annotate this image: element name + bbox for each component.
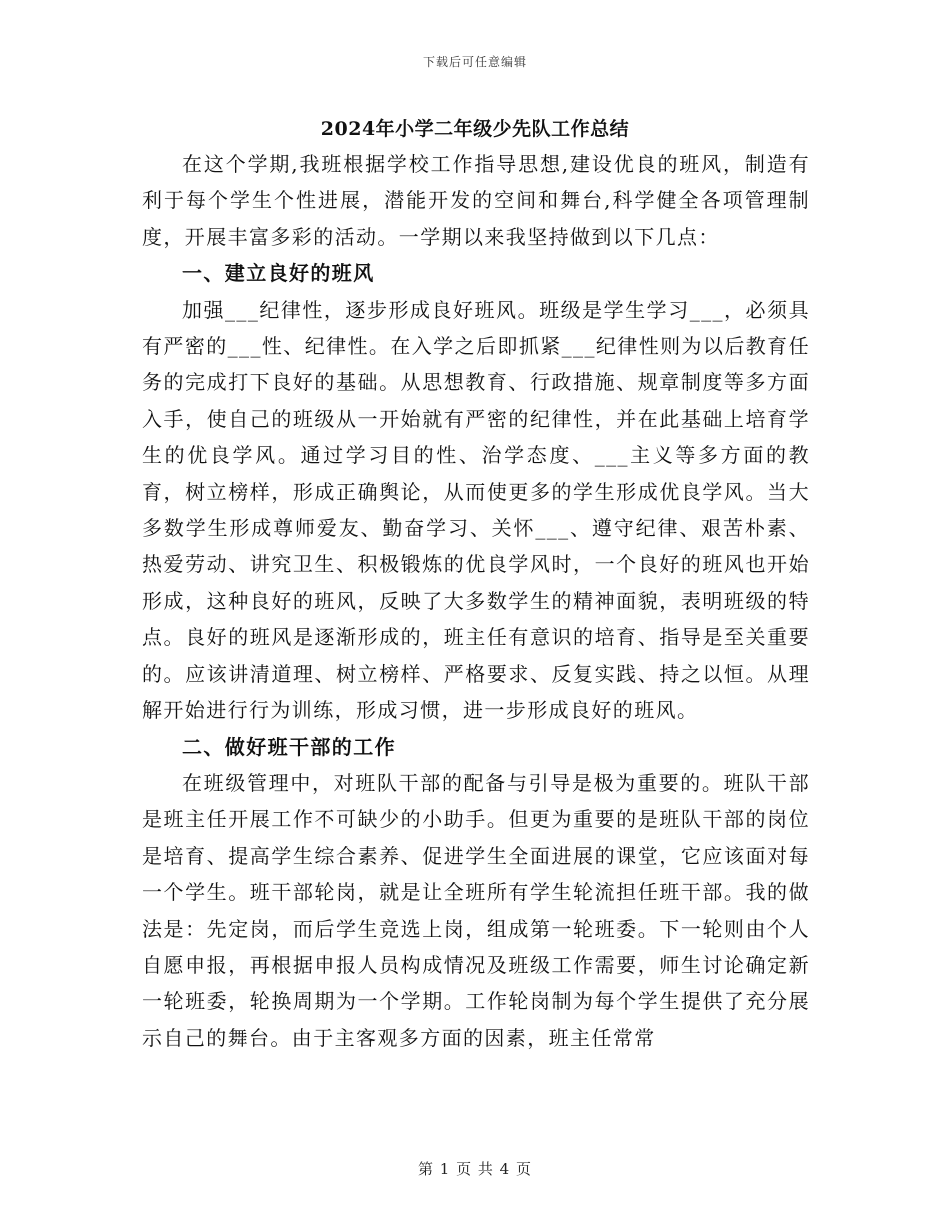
section-paragraph-2: 在班级管理中，对班队干部的配备与引导是极为重要的。班队干部是班主任开展工作不可缺少的小助手。但更为重要的是班队干部的岗位是培育、提高学生综合素养、促进学生全面进展的课堂，它应该面对每一个学生。班干部轮岗，就是让全班所有学生轮流担任班干部。我的做法是：先定岗，而后学生竞选上岗，组成第一轮班委。下一轮则由个人自愿申报，再根据申报人员构成情况及班级工作需要，师生讨论确定新一轮班委，轮换周期为一个学期。工作轮岗制为每个学生提供了充分展示自己的舞台。由于主客观多方面的因素，班主任常常: [142, 770, 810, 1050]
page-header-note: 下载后可任意编辑: [422, 55, 527, 69]
section-heading-1: 一、建立良好的班风: [182, 261, 375, 286]
page-number-footer: 第 1 页 共 4 页: [418, 1160, 532, 1178]
document-title: 2024年小学二年级少先队工作总结: [320, 118, 630, 140]
document-body: [142, 146, 810, 1056]
section-paragraph-1: 加强___纪律性，逐步形成良好班风。班级是学生学习___，必须具有严密的___性、纪律性。在入学之后即抓紧___纪律性则为以后教育任务的完成打下良好的基础。从思想教育、行政措施、规章制度等多方面入手，使自己的班级从一开始就有严密的纪律性，并在此基础上培育学生的优良学风。通过学习目的性、治学态度、___主义等多方面的教育，树立榜样，形成正确舆论，从而使更多的学生形成优良学风。当大多数学生形成尊师爱友、勤奋学习、关怀___、遵守纪律、艰苦朴素、热爱劳动、讲究卫生、积极锻炼的优良学风时，一个良好的班风也开始形成，这种良好的班风，反映了大多数学生的精神面貌，表明班级的特点。良好的班风是逐渐形成的，班主任有意识的培育、指导是至关重要的。应该讲清道理、树立榜样、严格要求、反复实践、持之以恒。从理解开始进行行为训练，形成习惯，进一步形成良好的班风。: [142, 297, 810, 723]
intro-paragraph: 在这个学期,我班根据学校工作指导思想,建设优良的班风，制造有利于每个学生个性进展，潜能开发的空间和舞台,科学健全各项管理制度，开展丰富多彩的活动。一学期以来我坚持做到以下几点：: [142, 152, 810, 249]
section-heading-2: 二、做好班干部的工作: [182, 734, 396, 759]
